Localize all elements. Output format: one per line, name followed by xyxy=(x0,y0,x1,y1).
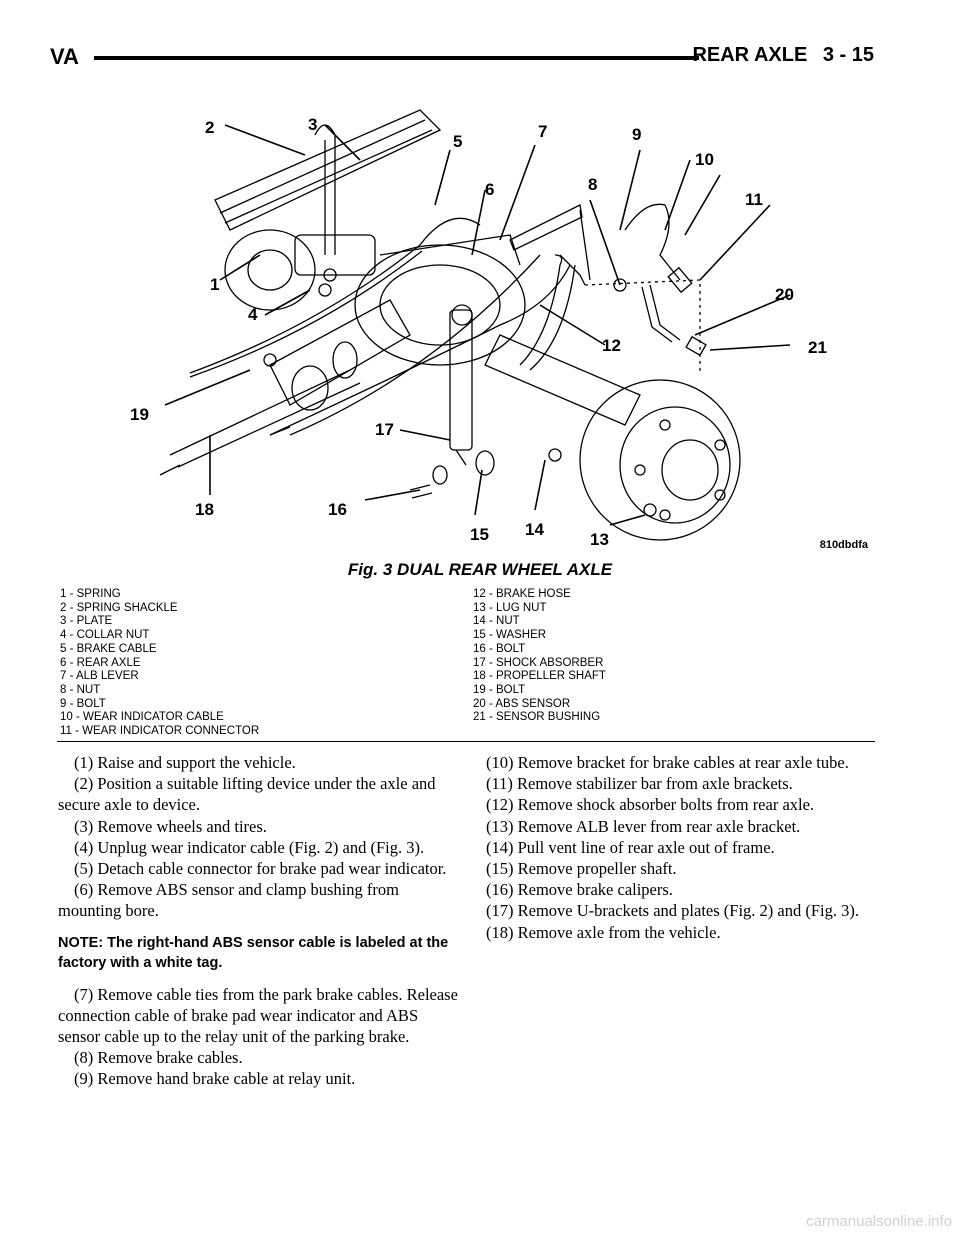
step-10: (10) Remove bracket for brake cables at rear axle tube. xyxy=(486,753,849,772)
step-11: (11) Remove stabilizer bar from axle brackets. xyxy=(486,774,793,794)
step-6: (6) Remove ABS sensor and clamp bushing from mounting bore. xyxy=(58,880,399,921)
legend-item: 18 - PROPELLER SHAFT xyxy=(473,670,606,683)
callout-19: 19 xyxy=(130,405,149,424)
legend-item: 14 - NUT xyxy=(473,615,520,628)
legend-item: 20 - ABS SENSOR xyxy=(473,697,571,710)
step-13: (13) Remove ALB lever from rear axle bracket. xyxy=(486,816,801,836)
body-right-column xyxy=(470,752,875,943)
step-3: (3) Remove wheels and tires. xyxy=(74,816,267,836)
legend-divider xyxy=(57,741,875,742)
callout-5: 5 xyxy=(453,132,463,151)
callout-4: 4 xyxy=(248,305,258,324)
callout-9: 9 xyxy=(632,125,642,144)
legend-item: 15 - WASHER xyxy=(473,629,547,642)
step-12: (12) Remove shock absorber bolts from rear axle. xyxy=(486,795,815,815)
callout-10: 10 xyxy=(695,150,714,169)
legend-item: 8 - NUT xyxy=(60,683,101,696)
axle-illustration xyxy=(120,105,880,565)
step-18: (18) Remove axle from the vehicle. xyxy=(486,922,721,942)
step-9: (9) Remove hand brake cable at relay unit. xyxy=(74,1069,356,1089)
axle-drawing xyxy=(120,105,880,565)
header-model: VA xyxy=(50,44,79,69)
step-4: (4) Unplug wear indicator cable (Fig. 2) and (Fig. 3). xyxy=(74,837,425,857)
page-header xyxy=(50,44,874,74)
callout-8: 8 xyxy=(588,175,598,194)
header-right xyxy=(682,44,874,67)
callout-7: 7 xyxy=(538,122,548,141)
step-1: (1) Raise and support the vehicle. xyxy=(74,753,296,772)
legend-item: 9 - BOLT xyxy=(60,697,106,710)
callout-15: 15 xyxy=(470,525,489,544)
header-page-number: 3 - 15 xyxy=(822,44,874,66)
body-left-column xyxy=(58,752,463,1090)
callout-21: 21 xyxy=(808,338,827,357)
step-16: (16) Remove brake calipers. xyxy=(486,880,673,900)
legend-item: 21 - SENSOR BUSHING xyxy=(473,711,601,724)
step-17: (17) Remove U-brackets and plates (Fig. 2) and (Fig. 3). xyxy=(486,901,859,921)
legend-item: 17 - SHOCK ABSORBER xyxy=(473,656,604,669)
watermark: carmanualsonline.info xyxy=(806,1213,952,1230)
figure-code: 810dbdfa xyxy=(819,539,868,551)
header-section: REAR AXLE xyxy=(692,44,808,66)
step-15: (15) Remove propeller shaft. xyxy=(486,859,677,879)
legend-left-column xyxy=(60,588,259,739)
callout-2: 2 xyxy=(205,118,215,137)
legend-right-column xyxy=(473,588,606,725)
note: NOTE: The right-hand ABS sensor cable is labeled at the factory with a white tag. xyxy=(58,934,449,971)
callout-labels xyxy=(130,115,827,549)
legend-item: 19 - BOLT xyxy=(473,683,526,696)
legend-item: 1 - SPRING xyxy=(60,588,121,600)
header-rule xyxy=(94,56,699,60)
legend-item: 13 - LUG NUT xyxy=(473,601,547,614)
legend-item: 12 - BRAKE HOSE xyxy=(473,588,571,600)
callout-20: 20 xyxy=(775,285,794,304)
legend-item: 6 - REAR AXLE xyxy=(60,656,141,669)
step-5: (5) Detach cable connector for brake pad wear indicator. xyxy=(74,859,447,879)
legend-item: 11 - WEAR INDICATOR CONNECTOR xyxy=(60,725,260,738)
callout-13: 13 xyxy=(590,530,609,549)
legend-item: 5 - BRAKE CABLE xyxy=(60,642,157,655)
step-14: (14) Pull vent line of rear axle out of frame. xyxy=(486,837,775,857)
callout-16: 16 xyxy=(328,500,347,519)
legend-item: 16 - BOLT xyxy=(473,642,526,655)
legend-item: 7 - ALB LEVER xyxy=(60,670,139,683)
step-2: (2) Position a suitable lifting device under the axle and secure axle to device. xyxy=(58,774,436,815)
step-7: (7) Remove cable ties from the park brake cables. Release connection cable of brake pad wear indicator and ABS sensor cable up to the relay unit of the parking brake. xyxy=(58,984,458,1047)
callout-11: 11 xyxy=(745,190,763,209)
callout-6: 6 xyxy=(485,180,495,199)
step-8: (8) Remove brake cables. xyxy=(74,1048,243,1068)
callout-18: 18 xyxy=(195,500,214,519)
callout-3: 3 xyxy=(308,115,318,134)
callout-1: 1 xyxy=(210,275,220,294)
legend-item: 4 - COLLAR NUT xyxy=(60,629,150,642)
callout-12: 12 xyxy=(602,336,621,355)
callout-14: 14 xyxy=(525,520,544,539)
callout-17: 17 xyxy=(375,420,394,439)
legend-item: 3 - PLATE xyxy=(60,615,113,628)
legend-item: 2 - SPRING SHACKLE xyxy=(60,601,178,614)
figure-caption: Fig. 3 DUAL REAR WHEEL AXLE xyxy=(347,560,613,579)
legend-item: 10 - WEAR INDICATOR CABLE xyxy=(60,711,224,724)
